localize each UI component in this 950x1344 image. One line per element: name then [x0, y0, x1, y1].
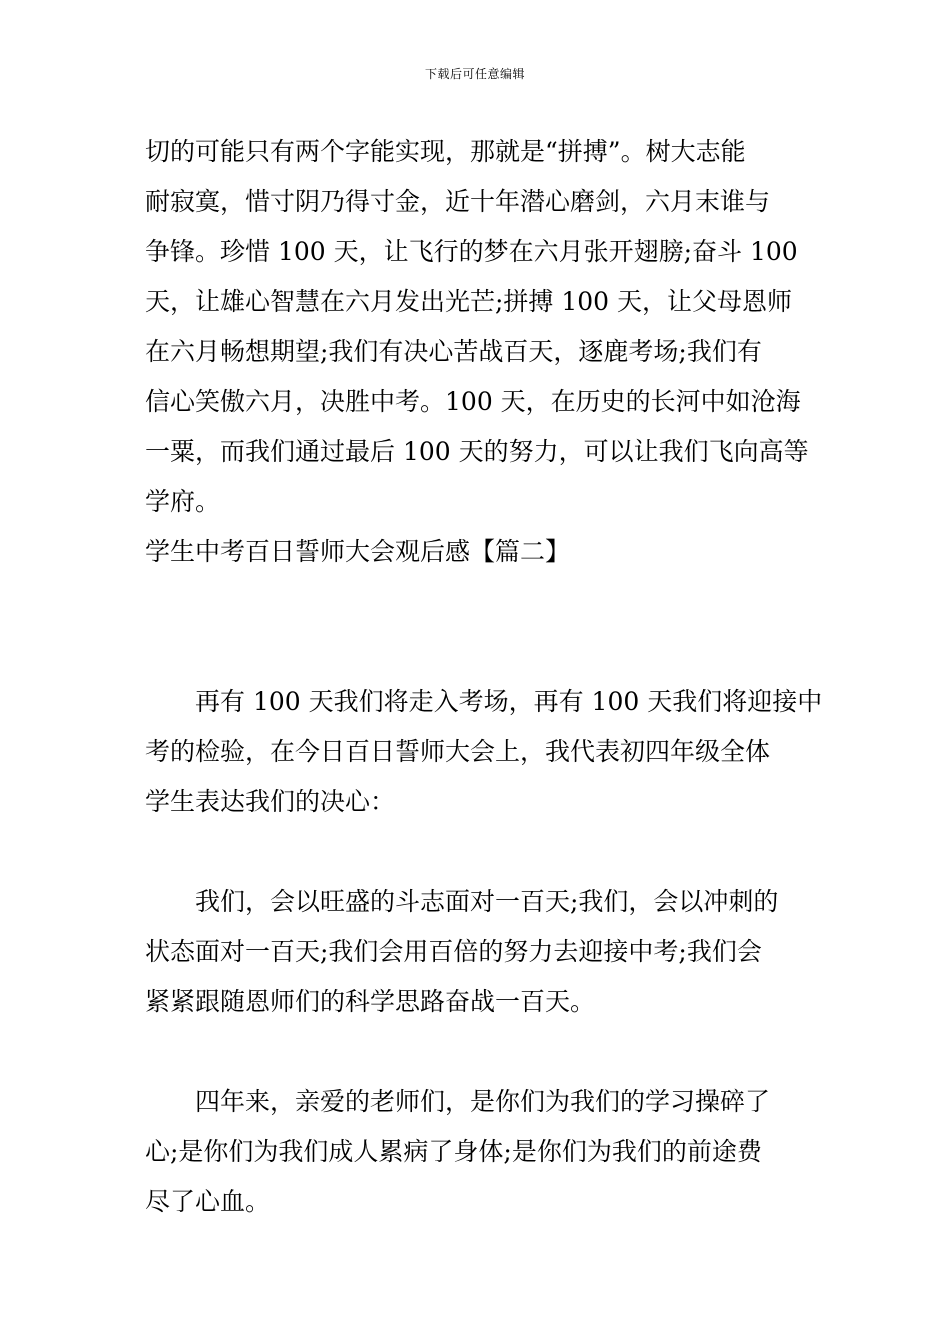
paragraph [145, 877, 813, 1027]
text-line: 紧紧跟随恩师们的科学思路奋战一百天。 [145, 987, 596, 1016]
text-line: 四年来，亲爱的老师们，是你们为我们的学习操碎了 [145, 1087, 771, 1116]
text-line: 信心笑傲六月，决胜中考。100 天，在历史的长河中如沧海 [145, 387, 801, 416]
text-line: 争锋。珍惜 100 天，让飞行的梦在六月张开翅膀;奋斗 100 [145, 237, 798, 266]
text-line: 耐寂寞，惜寸阴乃得寸金，近十年潜心磨剑，六月末谁与 [145, 187, 771, 216]
blank-space [145, 1027, 813, 1077]
text-line: 天，让雄心智慧在六月发出光芒;拼搏 100 天，让父母恩师 [145, 287, 793, 316]
paragraph [145, 1077, 813, 1227]
continued-paragraph [145, 127, 813, 527]
blank-space [145, 827, 813, 877]
paragraph [145, 677, 823, 827]
document-body [145, 127, 823, 1227]
text-line: 学生表达我们的决心： [145, 787, 396, 816]
section-heading: 学生中考百日誓师大会观后感【篇二】 [145, 537, 571, 566]
text-line: 学府。 [145, 487, 221, 516]
text-line: 心;是你们为我们成人累病了身体;是你们为我们的前途费 [145, 1137, 762, 1166]
blank-space [145, 577, 813, 677]
text-line: 切的可能只有两个字能实现，那就是“拼搏”。树大志能 [145, 137, 746, 166]
text-line: 一粟，而我们通过最后 100 天的努力，可以让我们飞向高等 [145, 437, 809, 466]
text-line: 在六月畅想期望;我们有决心苦战百天，逐鹿考场;我们有 [145, 337, 762, 366]
text-line: 我们，会以旺盛的斗志面对一百天;我们，会以冲刺的 [145, 887, 779, 916]
text-line: 再有 100 天我们将走入考场，再有 100 天我们将迎接中 [145, 687, 823, 716]
text-line: 尽了心血。 [145, 1187, 271, 1216]
page-header: 下载后可任意编辑 [424, 67, 525, 81]
text-line: 状态面对一百天;我们会用百倍的努力去迎接中考;我们会 [145, 937, 762, 966]
text-line: 考的检验，在今日百日誓师大会上，我代表初四年级全体 [145, 737, 771, 766]
